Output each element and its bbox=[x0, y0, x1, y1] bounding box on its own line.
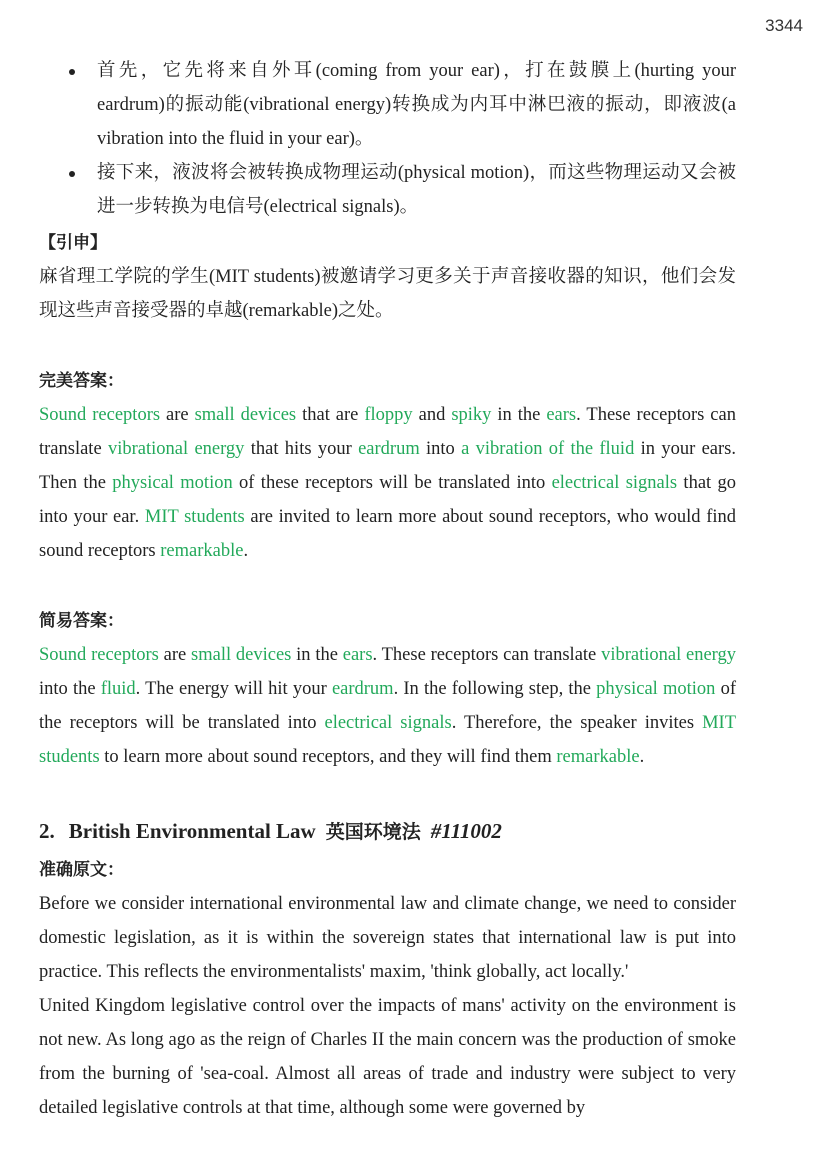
highlight-term: remarkable bbox=[556, 747, 640, 767]
article-code: #111002 bbox=[430, 819, 502, 843]
highlight-term: vibrational energy bbox=[107, 439, 245, 459]
article-title-cn: 英国环境法 bbox=[325, 821, 421, 843]
highlight-term: fluid bbox=[100, 679, 136, 699]
original-paragraph: Before we consider international environmental law and climate change, we need to consider domestic legislation, as it is within the sovereign states that international law is put into practice. This reflects the environmentalists' maxim, 'think globally, act locally.' bbox=[39, 894, 736, 982]
plain-text: that go into your ear. bbox=[39, 473, 737, 527]
bullet-item: 首先，它先将来自外耳(coming from your ear)，打在鼓膜上(hurting your eardrum)的振动能(vibrational energy)转换成为内耳中淋巴液的振动，即液波(a vibration into the fluid in your ear)。 bbox=[39, 54, 736, 156]
page-number: 3344 bbox=[765, 16, 803, 35]
highlight-term: physical motion bbox=[596, 679, 716, 699]
highlight-term: small devices bbox=[194, 405, 297, 425]
plain-text: in your ears. Then the bbox=[39, 439, 736, 493]
simple-answer-text bbox=[39, 638, 736, 774]
highlight-term: Sound receptors bbox=[39, 405, 161, 425]
plain-text: are invited to learn more about sound receptors, who would find sound receptors bbox=[39, 507, 737, 561]
article-title bbox=[39, 814, 736, 849]
plain-text: and bbox=[412, 405, 452, 425]
highlight-term: floppy bbox=[364, 405, 413, 425]
plain-text: into the bbox=[39, 679, 101, 699]
simple-answer-heading: 简易答案： bbox=[39, 611, 124, 631]
highlight-term: remarkable bbox=[160, 541, 244, 561]
plain-text: . The energy will hit your bbox=[135, 679, 332, 699]
article-title-en: British Environmental Law bbox=[68, 819, 316, 843]
highlight-term: MIT students bbox=[144, 507, 245, 527]
plain-text: . Therefore, the speaker invites bbox=[451, 713, 703, 733]
perfect-answer-text bbox=[39, 398, 736, 568]
extension-text: 麻省理工学院的学生(MIT students)被邀请学习更多关于声音接收器的知识，他们会发现这些声音接受器的卓越(remarkable)之处。 bbox=[39, 267, 736, 321]
highlight-term: Sound receptors bbox=[39, 645, 159, 665]
highlight-term: electrical signals bbox=[324, 713, 452, 733]
highlight-term: ears bbox=[342, 645, 373, 665]
highlight-term: physical motion bbox=[112, 473, 233, 493]
plain-text: in the bbox=[491, 405, 547, 425]
plain-text: of these receptors will be translated into bbox=[232, 473, 552, 493]
highlight-term: vibrational energy bbox=[601, 645, 736, 665]
article-number: 2. bbox=[39, 819, 55, 843]
highlight-term: ears bbox=[546, 405, 577, 425]
highlight-term: eardrum bbox=[331, 679, 394, 699]
extension-heading: 【引申】 bbox=[39, 233, 107, 253]
bullet-list bbox=[39, 54, 736, 224]
plain-text: that are bbox=[296, 405, 365, 425]
highlight-term: electrical signals bbox=[551, 473, 678, 493]
plain-text: that hits your bbox=[244, 439, 359, 459]
plain-text: . These receptors can translate bbox=[372, 645, 602, 665]
original-text-heading: 准确原文： bbox=[39, 860, 124, 880]
perfect-answer-heading: 完美答案： bbox=[39, 371, 124, 391]
highlight-term: spiky bbox=[451, 405, 492, 425]
plain-text: are bbox=[158, 645, 192, 665]
plain-text: in the bbox=[291, 645, 343, 665]
plain-text: . In the following step, the bbox=[393, 679, 597, 699]
plain-text: . These receptors can translate bbox=[39, 405, 736, 459]
plain-text: . bbox=[243, 541, 249, 561]
bullet-item: 接下来，液波将会被转换成物理运动(physical motion)，而这些物理运动又会被进一步转换为电信号(electrical signals)。 bbox=[39, 156, 736, 224]
plain-text: to learn more about sound receptors, and they will find them bbox=[99, 747, 557, 767]
highlight-term: eardrum bbox=[358, 439, 420, 459]
plain-text: into bbox=[419, 439, 462, 459]
plain-text: of the receptors will be translated into bbox=[39, 679, 736, 733]
original-paragraph: United Kingdom legislative control over the impacts of mans' activity on the environment is not new. As long ago as the reign of Charles II the main concern was the production of smoke from the burning of 'sea-coal. Almost all areas of trade and industry were subject to very detailed legislative controls at that time, although some were governed by bbox=[39, 996, 736, 1118]
highlight-term: small devices bbox=[191, 645, 292, 665]
plain-text: . bbox=[639, 747, 645, 767]
highlight-term: MIT students bbox=[39, 713, 736, 767]
document-body bbox=[39, 54, 736, 1125]
plain-text: are bbox=[160, 405, 195, 425]
highlight-term: a vibration of the fluid bbox=[461, 439, 635, 459]
